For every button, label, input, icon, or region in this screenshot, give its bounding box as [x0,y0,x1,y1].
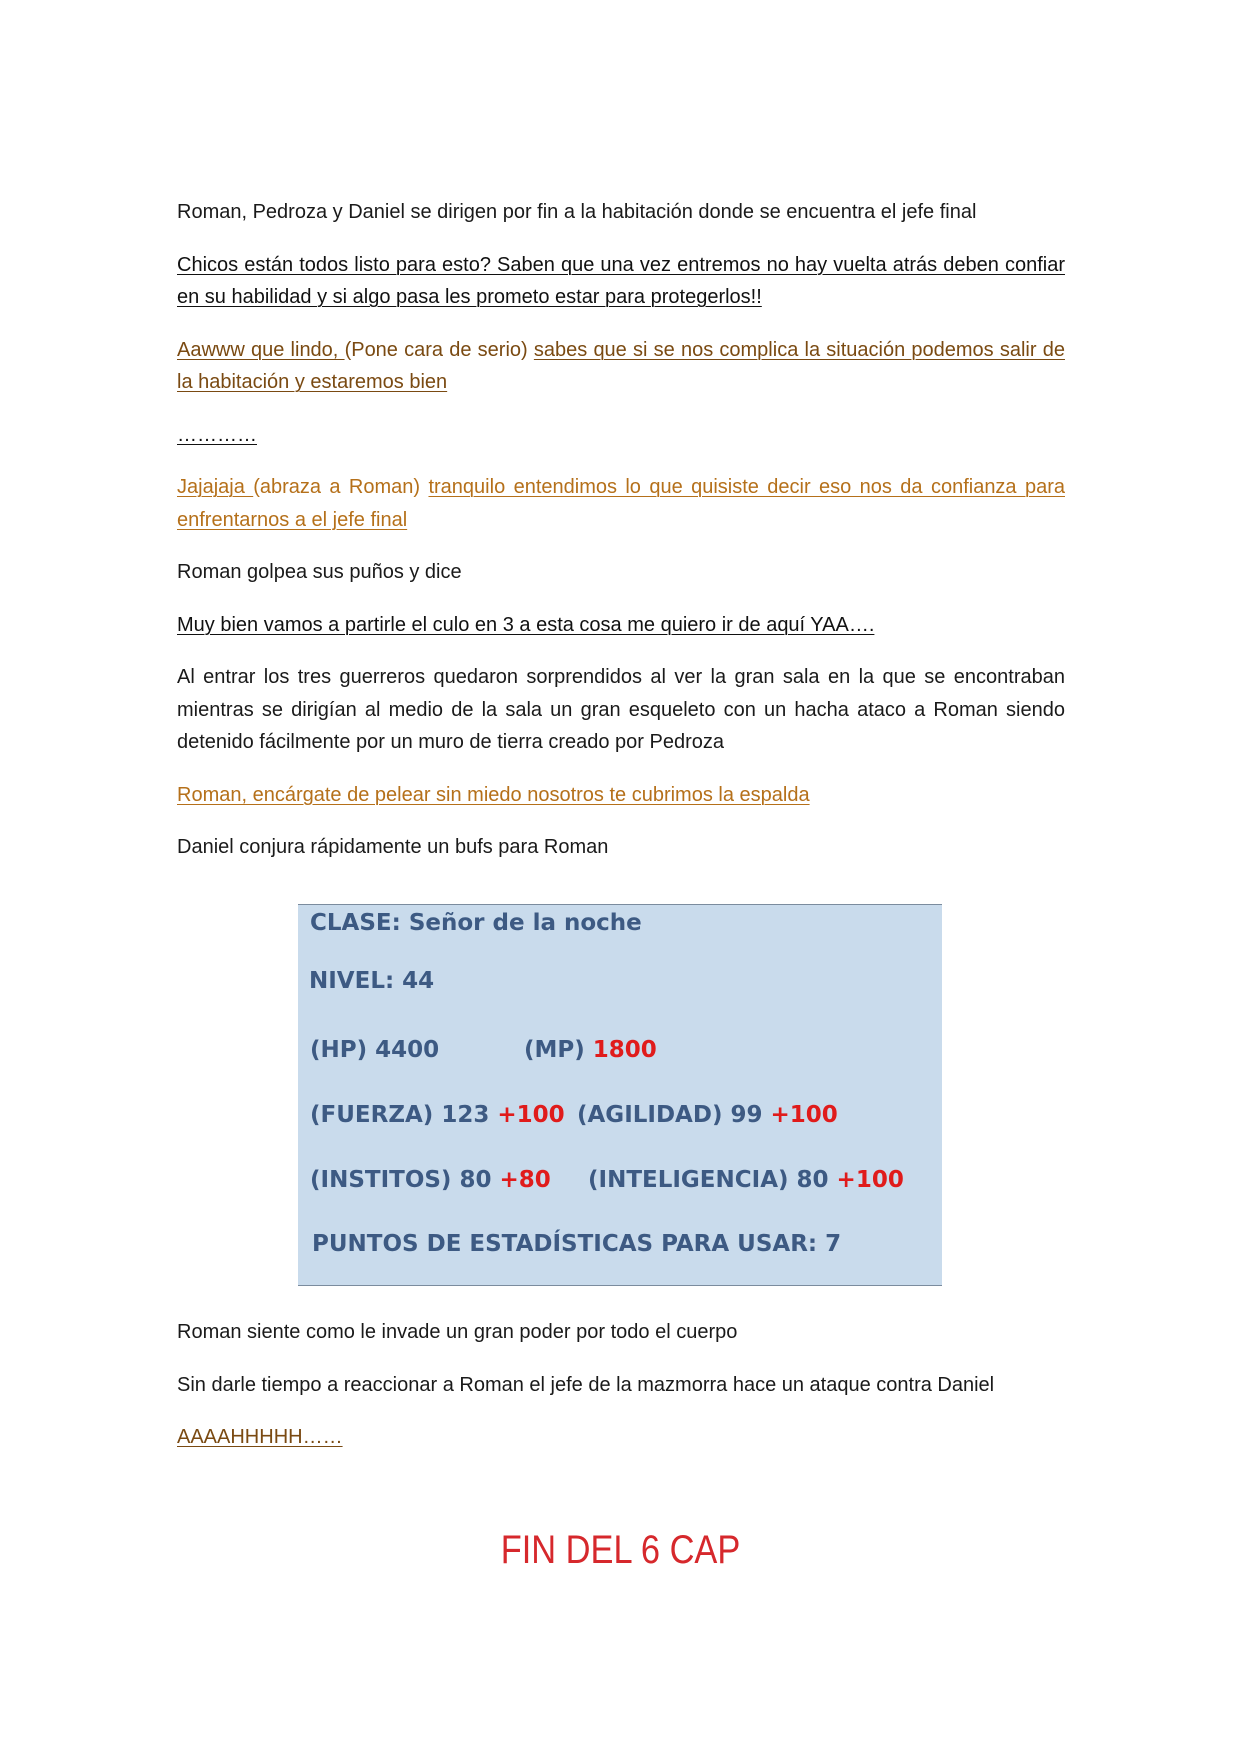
dialogue-daniel-part2: tranquilo entendimos lo que quisiste decir eso nos da confianza para enfrentarnos a el jefe final [177,476,1065,531]
stat-agility-bonus: +100 [770,1102,838,1128]
stat-level: NIVEL: 44 [309,968,435,994]
narration-paragraph: Roman siente como le invade un gran poder por todo el cuerpo [177,1321,738,1343]
stat-agility-label: (AGILIDAD) 99 [577,1102,771,1128]
narration-paragraph: Roman golpea sus puños y dice [177,561,462,583]
narration-paragraph: Daniel conjura rápidamente un bufs para Roman [177,836,609,858]
stat-intelligence-label: (INTELIGENCIA) 80 [588,1167,837,1193]
dialogue-daniel: AAAAHHHHH…… [177,1426,343,1448]
dialogue-pedroza [177,334,1065,399]
stat-strength-label: (FUERZA) 123 [310,1102,498,1128]
dialogue-pedroza-part2: sabes que si se nos complica la situación podemos salir de la habitación y estaremos bien [177,338,1065,393]
story-text-after [177,1316,1065,1474]
dialogue-daniel [177,471,1065,536]
stat-mp-value: 1800 [592,1037,657,1063]
stat-intelligence-bonus: +100 [836,1167,904,1193]
stat-mp [524,1037,657,1063]
stat-strength [310,1102,565,1128]
dialogue-pedroza: Roman, encárgate de pelear sin miedo nosotros te cubrimos la espalda [177,783,810,806]
dialogue-roman: Chicos están todos listo para esto? Saben que una vez entremos no hay vuelta atrás deben confiar en su habilidad y si algo pasa les prometo estar para protegerlos!! [177,253,1065,308]
stat-instinct-bonus: +80 [499,1167,551,1193]
stat-points: PUNTOS DE ESTADÍSTICAS PARA USAR: 7 [312,1231,842,1257]
stat-instinct [310,1167,551,1193]
stat-intelligence [588,1167,904,1193]
dialogue-roman: Muy bien vamos a partirle el culo en 3 a esta cosa me quiero ir de aquí YAA…. [177,613,875,636]
dialogue-daniel-action: (abraza a Roman) [253,476,429,498]
dialogue-pedroza-action: (Pone cara de serio) [344,338,534,361]
stat-hp: (HP) 4400 [310,1037,440,1063]
stat-agility [577,1102,838,1128]
stat-instinct-label: (INSTITOS) 80 [310,1167,500,1193]
narration-paragraph: Sin darle tiempo a reaccionar a Roman el jefe de la mazmorra hace un ataque contra Daniel [177,1373,995,1396]
stat-strength-bonus: +100 [497,1102,565,1128]
stats-panel [298,904,942,1286]
chapter-end-title: FIN DEL 6 CAP [500,1528,741,1572]
story-text [177,196,1065,884]
narration-paragraph: Roman, Pedroza y Daniel se dirigen por fin a la habitación donde se encuentra el jefe final [177,201,977,223]
stat-class: CLASE: Señor de la noche [310,910,642,936]
ellipsis-line: ………… [177,423,257,446]
narration-paragraph: Al entrar los tres guerreros quedaron sorprendidos al ver la gran sala en la que se encontraban mientras se dirigían al medio de la sala un gran esqueleto con un hacha ataco a Roman siendo detenido fácilmente por un muro de tierra creado por Pedroza [177,666,1065,753]
dialogue-pedroza-part1: Aawww que lindo, [177,338,345,361]
dialogue-daniel-part1: Jajajaja [177,476,254,498]
stat-mp-label: (MP) [524,1037,593,1063]
